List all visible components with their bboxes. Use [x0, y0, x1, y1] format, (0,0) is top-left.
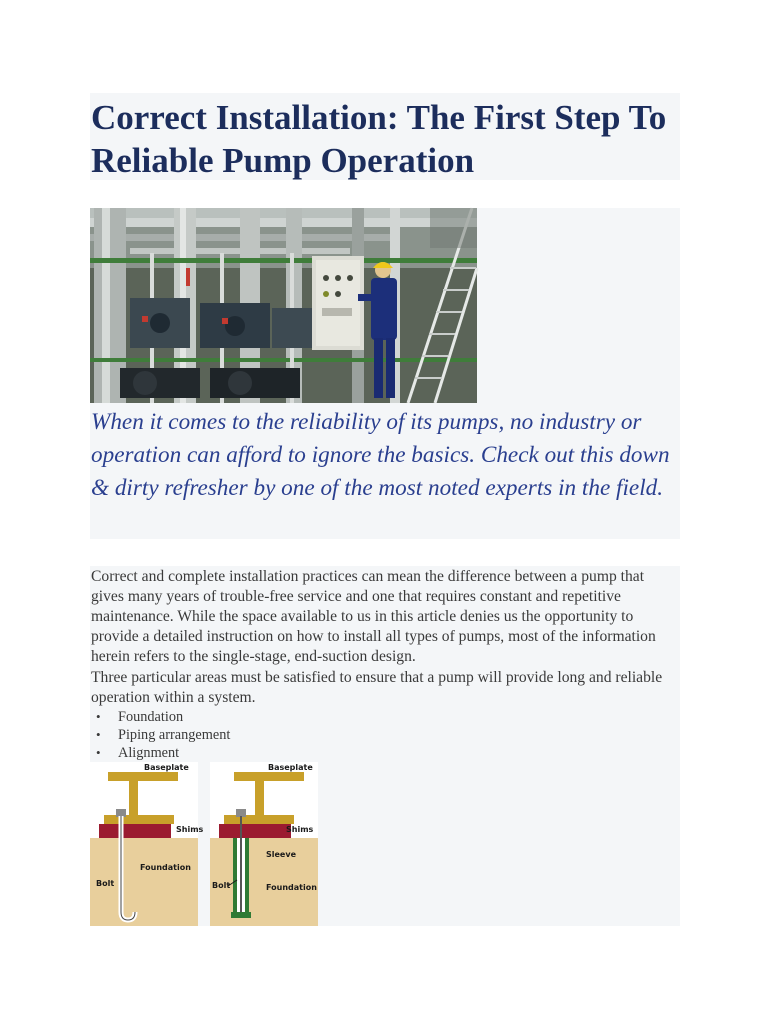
body-paragraph-1: Correct and complete installation practices can mean the difference between a pump that gives many years of trouble-free service and one that requires constant and repetitive maintenance. While the space available to us in this article denies us the opportunity to provide a detailed instruction on how to install all types of pumps, most of the information herein refers to the single-stage, end-suction design.	[91, 568, 656, 665]
label-baseplate: Baseplate	[144, 763, 189, 772]
list-item	[91, 708, 680, 726]
shims-block	[99, 824, 171, 838]
bullet-dot-icon: •	[96, 745, 101, 760]
label-bolt: Bolt	[212, 881, 231, 890]
list-item-label: Alignment	[118, 745, 180, 761]
label-shims: Shims	[286, 825, 314, 834]
body-block	[90, 566, 680, 926]
label-shims: Shims	[176, 825, 204, 834]
bullet-dot-icon: •	[96, 709, 101, 724]
bullet-dot-icon: •	[96, 727, 101, 742]
baseplate-top	[108, 772, 178, 781]
baseplate-bottom	[224, 815, 294, 824]
label-foundation: Foundation	[140, 863, 191, 872]
image-block	[90, 208, 680, 403]
label-sleeve: Sleeve	[266, 850, 296, 859]
intro-text: When it comes to the reliability of its pumps, no industry or operation can afford to ignore the basics. Check out this down & dirty refresher by one of the most noted experts in the field.	[91, 409, 670, 501]
foundation-diagrams	[90, 762, 320, 926]
shims-block	[219, 824, 291, 838]
list-item	[91, 744, 680, 762]
diagram-j-bolt	[90, 762, 204, 926]
body-paragraph-2: Three particular areas must be satisfied to ensure that a pump will provide long and reliable operation within a system.	[91, 669, 663, 706]
label-foundation: Foundation	[266, 883, 317, 892]
intro-block	[90, 403, 680, 539]
baseplate-top	[234, 772, 304, 781]
list-item-label: Foundation	[118, 709, 184, 725]
list-item	[91, 726, 680, 744]
bullet-list	[90, 708, 680, 762]
label-bolt: Bolt	[96, 879, 115, 888]
diagram-sleeve-bolt	[210, 762, 318, 926]
page-title: Correct Installation: The First Step To Reliable Pump Operation	[91, 98, 667, 180]
list-item-label: Piping arrangement	[118, 727, 231, 743]
label-baseplate: Baseplate	[268, 763, 313, 772]
title-block	[90, 93, 680, 180]
pump-room-photo	[90, 208, 477, 403]
baseplate-bottom	[104, 815, 174, 824]
